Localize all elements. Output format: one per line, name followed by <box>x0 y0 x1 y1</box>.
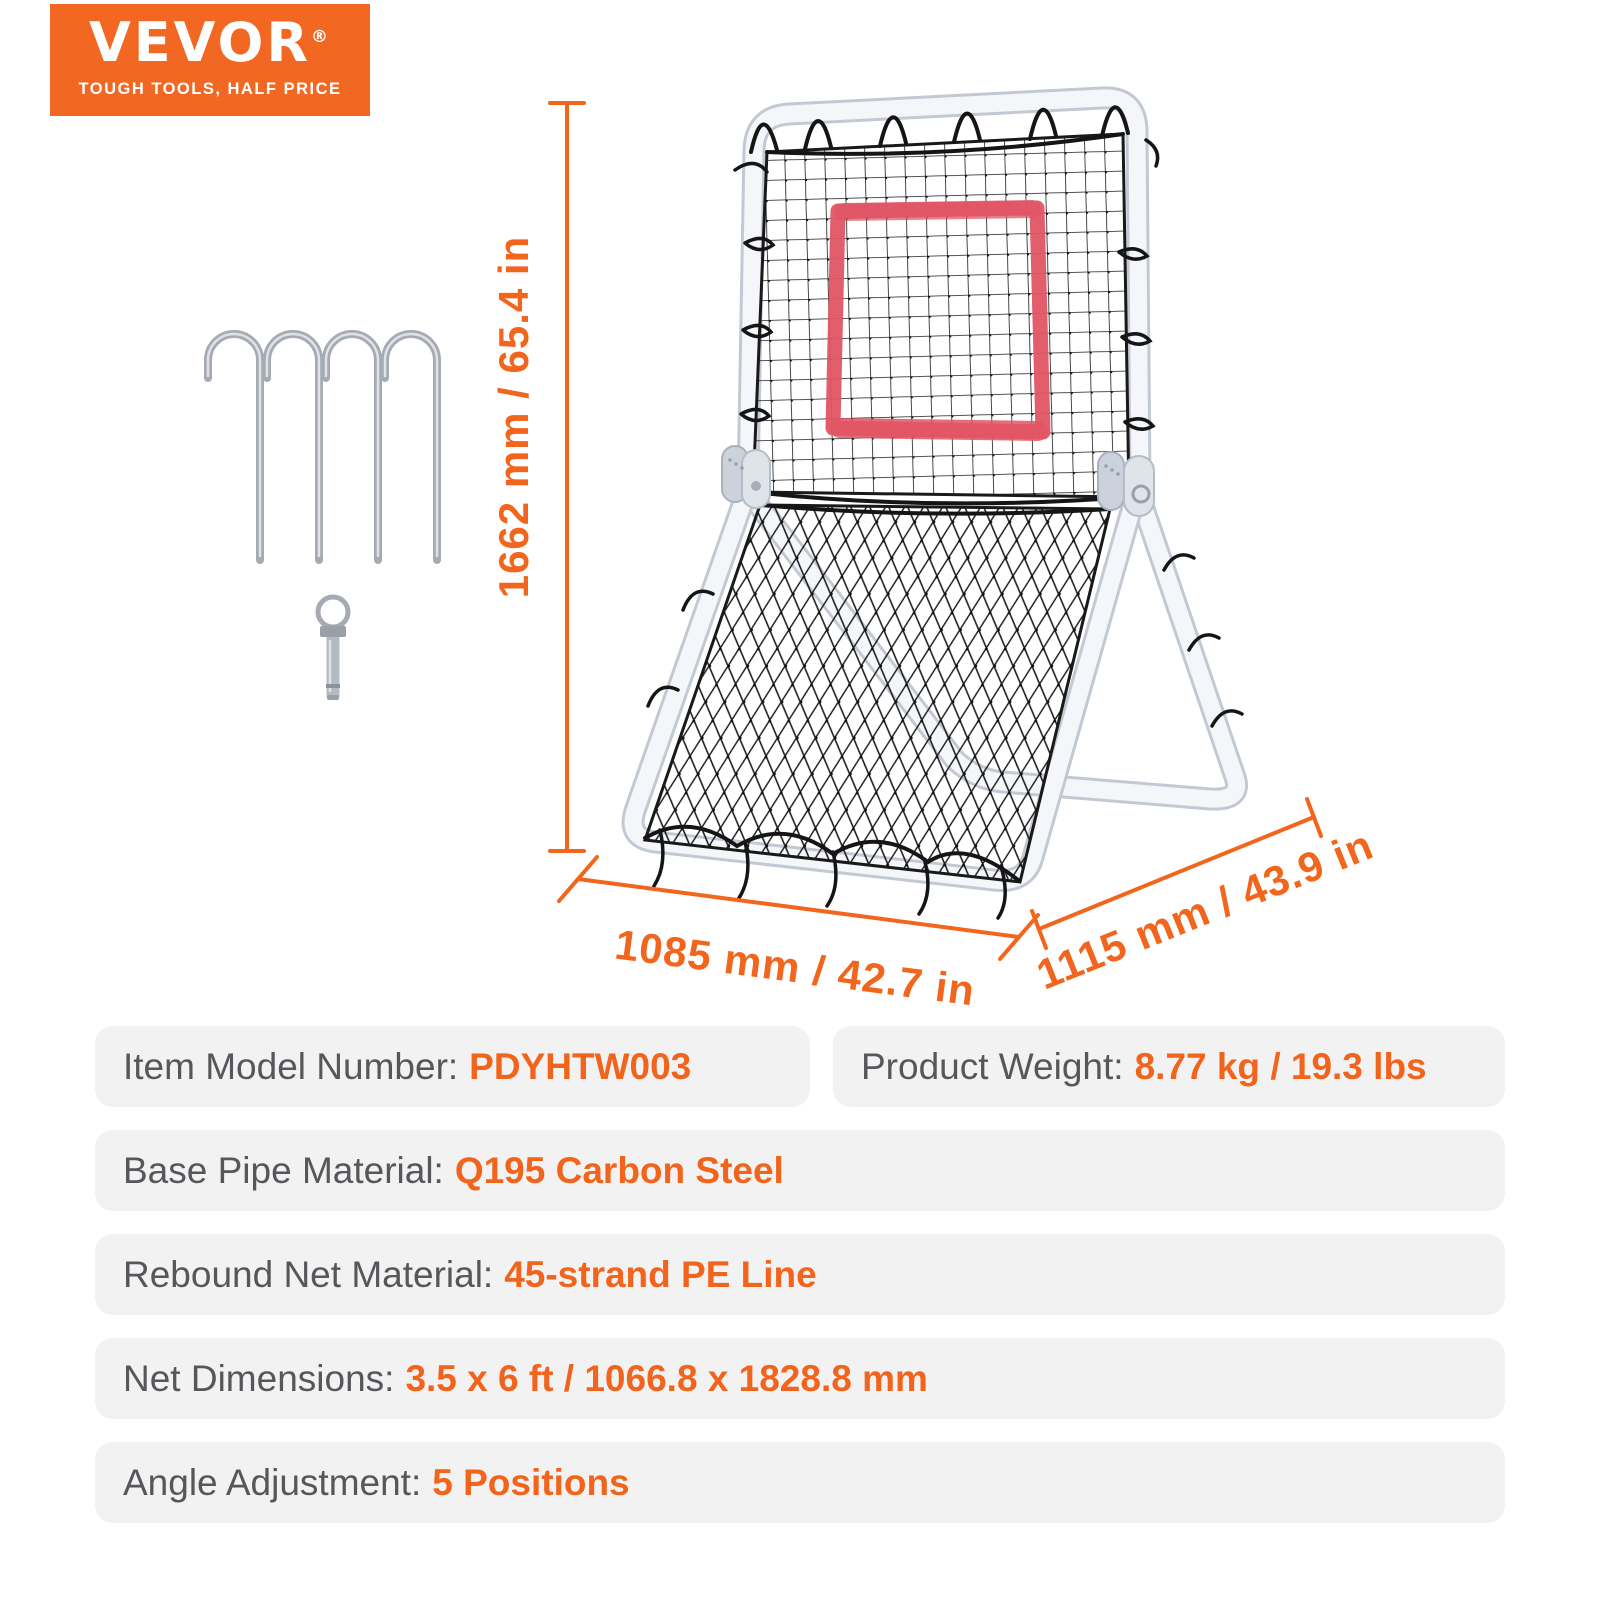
spec-pill-model <box>95 1026 810 1107</box>
spec-label: Rebound Net Material: <box>123 1253 494 1295</box>
hinge-left <box>722 446 770 508</box>
spec-value: 3.5 x 6 ft / 1066.8 x 1828.8 mm <box>405 1357 928 1399</box>
ground-stake <box>385 334 437 560</box>
spec-pill-net-dimensions <box>95 1338 1505 1419</box>
ground-stakes <box>208 334 437 560</box>
spec-row <box>95 1338 1505 1419</box>
ground-stake <box>267 334 319 560</box>
spec-row <box>95 1442 1505 1523</box>
ground-stake <box>326 334 378 560</box>
pin-ring <box>318 597 348 627</box>
spec-value: 5 Positions <box>432 1461 630 1503</box>
spec-value: Q195 Carbon Steel <box>454 1149 784 1191</box>
locking-pin <box>318 597 348 700</box>
spec-pill-angle-adjustment <box>95 1442 1505 1523</box>
spec-label: Product Weight: <box>861 1045 1124 1087</box>
spec-value: 8.77 kg / 19.3 lbs <box>1134 1045 1427 1087</box>
height-dimension <box>490 103 584 851</box>
spec-pill-net-material <box>95 1234 1505 1315</box>
width-dimension-label: 1085 mm / 42.7 in <box>612 920 978 1015</box>
spec-label: Net Dimensions: <box>123 1357 395 1399</box>
brand-name: VEVOR <box>88 11 311 74</box>
spec-pill-weight <box>833 1026 1505 1107</box>
specs-section <box>95 1026 1505 1523</box>
depth-dimension-label: 1115 mm / 43.9 in <box>1030 820 1380 999</box>
logo-tagline: TOUGH TOOLS, HALF PRICE <box>78 80 342 98</box>
height-dimension-label: 1662 mm / 65.4 in <box>490 235 537 599</box>
spec-row <box>95 1234 1505 1315</box>
spec-row <box>95 1130 1505 1211</box>
rebounder <box>633 98 1242 918</box>
ground-stake <box>208 334 260 560</box>
spec-value: PDYHTW003 <box>469 1045 692 1087</box>
upper-net <box>753 134 1129 503</box>
spec-label: Angle Adjustment: <box>123 1461 422 1503</box>
spec-value: 45-strand PE Line <box>504 1253 817 1295</box>
spec-label: Base Pipe Material: <box>123 1149 444 1191</box>
spec-label: Item Model Number: <box>123 1045 459 1087</box>
registered-mark-icon: ® <box>311 27 331 47</box>
spec-pill-pipe-material <box>95 1130 1505 1211</box>
spec-row <box>95 1026 1505 1107</box>
depth-dimension <box>1030 799 1379 998</box>
